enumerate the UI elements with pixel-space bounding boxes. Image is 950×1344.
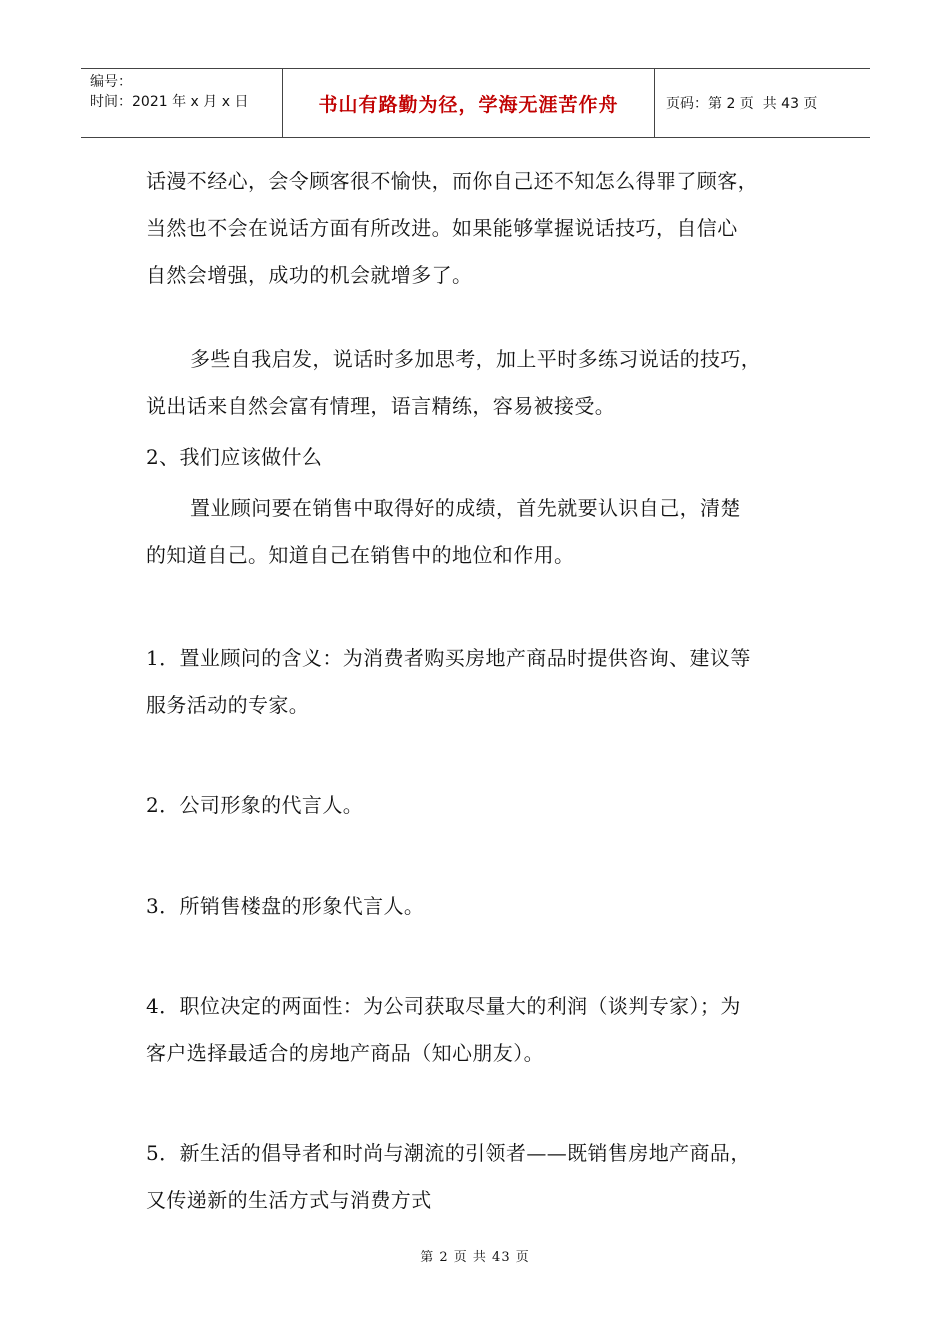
- paragraph-1: [146, 158, 811, 299]
- text-line: 多些自我启发，说话时多加思考，加上平时多练习说话的技巧，: [190, 347, 762, 371]
- list-item-4: [146, 983, 811, 1077]
- text-line: 话漫不经心，会令顾客很不愉快，而你自己还不知怎么得罪了顾客，: [146, 169, 758, 193]
- number-label: 编号：: [90, 74, 132, 90]
- text-line: 客户选择最适合的房地产商品（知心朋友）。: [146, 1041, 544, 1065]
- header-page-info: 页码：第 2 页 共 43 页: [666, 96, 818, 112]
- page-footer: 第 2 页 共 43 页: [420, 1250, 530, 1265]
- text-line: 的知道自己。知道自己在销售中的地位和作用。: [146, 543, 575, 567]
- list-item-1: [146, 635, 811, 729]
- text-line: 5．新生活的倡导者和时尚与潮流的引领者——既销售房地产商品，: [146, 1141, 751, 1165]
- header-page-info-cell: [655, 69, 870, 137]
- text-line: 服务活动的专家。: [146, 693, 310, 717]
- text-line: 3．所销售楼盘的形象代言人。: [146, 894, 425, 918]
- text-line: 4．职位决定的两面性：为公司获取尽量大的利润（谈判专家）；为: [146, 994, 741, 1018]
- list-item-5: [146, 1130, 811, 1224]
- text-line: 又传递新的生活方式与消费方式: [146, 1188, 432, 1212]
- paragraph-2: [146, 336, 811, 430]
- paragraph-3: [146, 485, 811, 579]
- text-line: 2．公司形象的代言人。: [146, 793, 364, 817]
- date-label: 时间：2021 年 x 月 x 日: [90, 94, 249, 110]
- text-line: 当然也不会在说话方面有所改进。如果能够掌握说话技巧，自信心: [146, 216, 738, 240]
- text-line: 说出话来自然会富有情理，语言精练，容易被接受。: [146, 394, 616, 418]
- section-heading: [146, 434, 811, 481]
- header-motto: 书山有路勤为径，学海无涯苦作舟: [283, 69, 655, 137]
- header-meta-cell: [81, 69, 283, 137]
- text-line: 置业顾问要在销售中取得好的成绩，首先就要认识自己，清楚: [190, 496, 741, 520]
- page-header: [81, 68, 870, 138]
- text-line: 自然会增强，成功的机会就增多了。: [146, 263, 473, 287]
- heading-text: 2、我们应该做什么: [146, 445, 323, 469]
- list-item-3: [146, 883, 811, 930]
- text-line: 1．置业顾问的含义：为消费者购买房地产商品时提供咨询、建议等: [146, 646, 751, 670]
- list-item-2: [146, 782, 811, 829]
